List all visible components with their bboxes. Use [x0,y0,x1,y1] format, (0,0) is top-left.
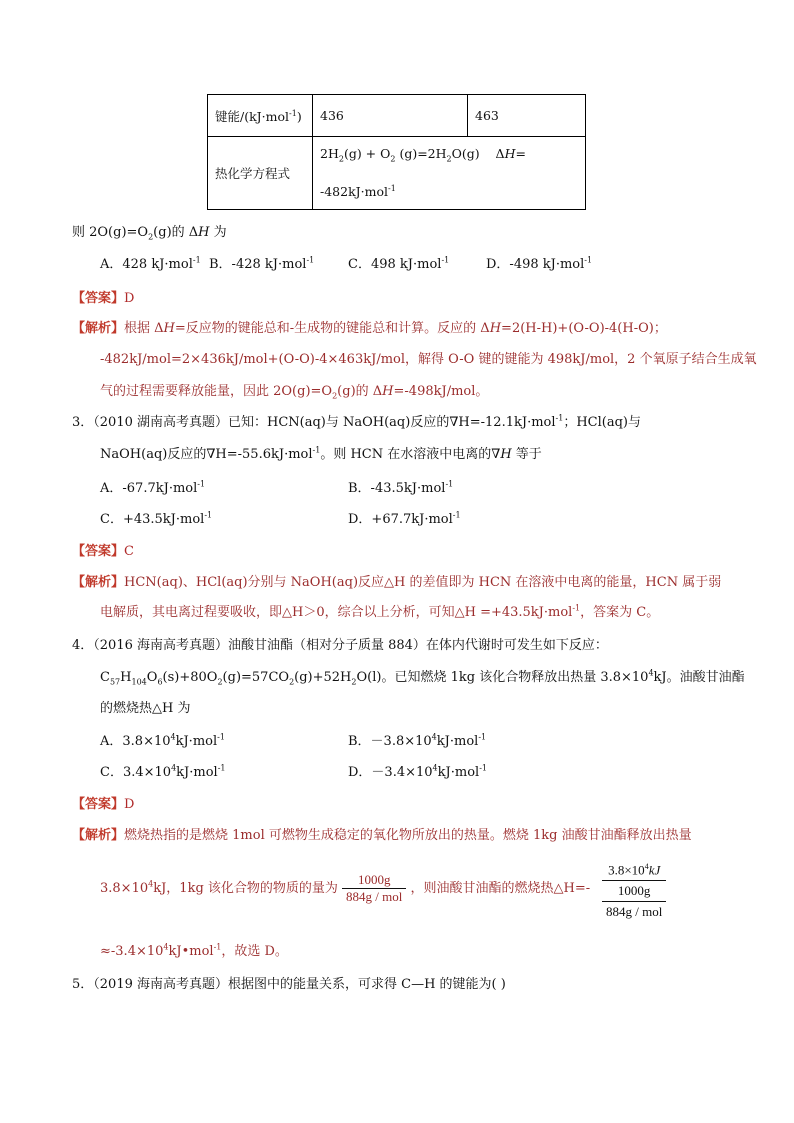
q3-analysis-line1 [72,571,721,590]
answer-tag: 【答案】 [72,544,125,559]
answer-tag: 【答案】 [72,797,125,812]
q2-stem: 则 $2O(g)=O_2(g)$的 ΔH 为 [72,225,227,242]
answer-value: C [124,544,134,559]
equation-line: $2H_2(g) + O_2$ $(g)=2H_2O(g)$ ΔH= [320,145,526,164]
table-row [208,95,586,137]
analysis-text: 燃烧热指的是燃烧 1mol 可燃物生成稳定的氧化物所放出的热量。燃烧 1kg 油酸甘油酯释放出热量 [124,828,692,843]
fraction-numerator: $3.8\times 10^4kJ$ [608,862,661,878]
fraction-numerator: 1000g [342,872,406,889]
q3-option-a: A．-67.7kJ·mol$^{-1}$ [100,479,206,496]
q2-analysis-line3: 气的过程需要释放能量，因此 $2O(g)=O_2(g)$的 ΔH=-498kJ/mol。 [100,384,489,401]
q3-stem-line1: 3．（2010 湖南高考真题）已知：HCN(aq)与 NaOH(aq)反应的∇H=-12.1kJ·mol$^{-1}$；HCl(aq)与 [72,413,641,430]
moles-fraction [342,872,406,905]
analysis-text: ，则油酸甘油酯的燃烧热△H=- [410,881,591,896]
q2-option-a: A．428 kJ·mol$^{-1}$ [100,255,201,272]
equation-value: -482kJ·mol$^{-1}$ [320,184,396,200]
q3-option-b: B．-43.5kJ·mol$^{-1}$ [348,479,454,496]
q3-answer [72,540,134,559]
q4-analysis-line1 [72,824,692,843]
q3-option-c: C．+43.5kJ·mol$^{-1}$ [100,510,213,527]
h-h-energy-cell: 436 [313,95,468,137]
q4-stem-line3: 的燃烧热△H 为 [100,701,191,716]
q4-answer [72,793,134,812]
q3-analysis-line2: 电解质，其电离过程要吸收，即△H＞0，综合以上分析，可知△H =+43.5kJ·mol$^{-1}$，答案为 C。 [100,603,660,620]
bond-energy-label: 键能/(kJ·mol$^{-1}$) [208,95,313,137]
thermo-equation-label: 热化学方程式 [208,137,313,210]
thermo-equation-cell [313,137,586,210]
q4-option-d: D．$-3.4\times 10^4kJ\cdot mol^{-1}$ [348,763,487,780]
fraction-denominator: 884g / mol [606,904,663,920]
table-row [208,137,586,210]
q4-analysis-line2 [100,872,590,905]
q2-option-b: B．-428 kJ·mol$^{-1}$ [209,255,315,272]
analysis-text: HCN(aq)、HCl(aq)分别与 NaOH(aq)反应△H 的差值即为 HCN 在溶液中电离的能量，HCN 属于弱 [124,575,722,590]
q4-option-c: C．$3.4\times 10^4kJ\cdot mol^{-1}$ [100,763,226,780]
q4-stem-line2: $C_{57}H_{104}O_6(s)+80O_2(g)=57CO_2(g)+52H_2O(l)$。已知燃烧 1kg 该化合物释放出热量 $3.8\times 10^4kJ$。油酸甘油酯 [100,668,745,687]
h-o-energy-cell: 463 [468,95,586,137]
q2-answer [72,287,134,306]
q3-stem-line2: NaOH(aq)反应的∇H=-55.6kJ·mol$^{-1}$。则 HCN 在水溶液中电离的∇H 等于 [100,445,542,462]
q4-analysis-line3: $\approx-3.4\times 10^4kJ•mol^{-1}$，故选 D。 [100,942,288,959]
q4-option-a: A．$3.8\times 10^4kJ\cdot mol^{-1}$ [100,732,225,749]
heat-fraction [602,860,666,922]
q2-analysis-line2: -482kJ/mol=2×436kJ/mol+(O-O)-4×463kJ/mol，解得 O-O 键的键能为 498kJ/mol，2 个氧原子结合生成氧 [100,352,757,367]
analysis-tag: 【解析】 [72,321,125,336]
q4-option-b: B．$-3.8\times 10^4kJ\cdot mol^{-1}$ [348,732,487,749]
q4-stem-line1: 4．（2016 海南高考真题）油酸甘油酯（相对分子质量 884）在体内代谢时可发生如下反应： [72,638,608,653]
answer-tag: 【答案】 [72,291,125,306]
answer-value: D [124,797,135,812]
bond-energy-table [207,94,586,210]
answer-value: D [124,291,135,306]
analysis-text: $3.8\times 10^4kJ$，1kg 该化合物的物质的量为 [100,879,338,896]
q2-option-d: D．-498 kJ·mol$^{-1}$ [486,255,593,272]
q2-analysis-line1: 【解析】根据 ΔH=反应物的键能总和-生成物的键能总和计算。反应的 ΔH=2(H-H)+(O-O)-4(H-O)； [72,321,667,336]
analysis-tag: 【解析】 [72,575,125,590]
analysis-tag: 【解析】 [72,828,125,843]
fraction-middle: 1000g [602,880,666,902]
q5-stem: 5．（2019 海南高考真题）根据图中的能量关系，可求得 C—H 的键能为( ) [72,977,506,992]
q2-option-c: C．498 kJ·mol$^{-1}$ [348,255,450,272]
fraction-denominator: 884g / mol [346,889,403,904]
q3-option-d: D．+67.7kJ·mol$^{-1}$ [348,510,461,527]
